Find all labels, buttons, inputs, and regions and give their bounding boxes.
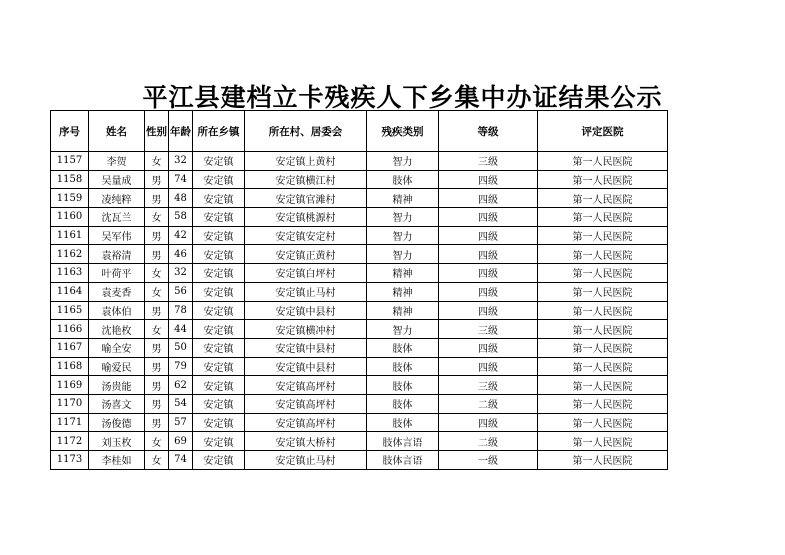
table-row <box>51 394 668 413</box>
cell-grade: 四级 <box>439 226 538 245</box>
cell-index: 1163 <box>51 264 89 283</box>
cell-name: 喻爱民 <box>89 357 145 376</box>
cell-township: 安定镇 <box>193 376 245 395</box>
cell-grade: 二级 <box>439 432 538 451</box>
cell-gender: 男 <box>145 170 169 189</box>
cell-index: 1161 <box>51 226 89 245</box>
table-row <box>51 413 668 432</box>
cell-age: 44 <box>169 320 193 339</box>
table-row <box>51 170 668 189</box>
cell-gender: 女 <box>145 208 169 227</box>
cell-age: 48 <box>169 189 193 208</box>
cell-grade: 四级 <box>439 264 538 283</box>
cell-index: 1168 <box>51 357 89 376</box>
cell-disability-type: 肢体 <box>367 357 439 376</box>
table-row <box>51 376 668 395</box>
col-header-hospital: 评定医院 <box>538 111 668 152</box>
table-row <box>51 189 668 208</box>
cell-index: 1165 <box>51 301 89 320</box>
cell-grade: 三级 <box>439 152 538 171</box>
cell-grade: 四级 <box>439 170 538 189</box>
col-header-age: 年龄 <box>169 111 193 152</box>
cell-name: 叶荷平 <box>89 264 145 283</box>
cell-hospital: 第一人民医院 <box>538 376 668 395</box>
col-header-disability-type: 残疾类别 <box>367 111 439 152</box>
table-row <box>51 320 668 339</box>
cell-township: 安定镇 <box>193 226 245 245</box>
cell-hospital: 第一人民医院 <box>538 413 668 432</box>
cell-index: 1157 <box>51 152 89 171</box>
cell-hospital: 第一人民医院 <box>538 152 668 171</box>
cell-gender: 男 <box>145 394 169 413</box>
page-title: 平江县建档立卡残疾人下乡集中办证结果公示 <box>142 83 663 112</box>
cell-township: 安定镇 <box>193 264 245 283</box>
table-row <box>51 357 668 376</box>
cell-hospital: 第一人民医院 <box>538 394 668 413</box>
cell-age: 50 <box>169 338 193 357</box>
cell-name: 沈瓦兰 <box>89 208 145 227</box>
cell-disability-type: 精神 <box>367 189 439 208</box>
cell-name: 李贺 <box>89 152 145 171</box>
cell-index: 1160 <box>51 208 89 227</box>
col-header-township: 所在乡镇 <box>193 111 245 152</box>
cell-name: 吴军伟 <box>89 226 145 245</box>
cell-village: 安定镇大桥村 <box>245 432 367 451</box>
cell-village: 安定镇高坪村 <box>245 376 367 395</box>
table-row <box>51 338 668 357</box>
cell-hospital: 第一人民医院 <box>538 357 668 376</box>
cell-index: 1170 <box>51 394 89 413</box>
cell-village: 安定镇高坪村 <box>245 394 367 413</box>
table-row <box>51 301 668 320</box>
cell-hospital: 第一人民医院 <box>538 170 668 189</box>
cell-township: 安定镇 <box>193 357 245 376</box>
cell-hospital: 第一人民医院 <box>538 208 668 227</box>
results-table <box>50 110 668 470</box>
table-row <box>51 451 668 470</box>
cell-village: 安定镇上黄村 <box>245 152 367 171</box>
cell-gender: 女 <box>145 432 169 451</box>
cell-index: 1164 <box>51 282 89 301</box>
table-row <box>51 226 668 245</box>
cell-township: 安定镇 <box>193 189 245 208</box>
cell-name: 汤喜文 <box>89 394 145 413</box>
cell-index: 1167 <box>51 338 89 357</box>
cell-gender: 女 <box>145 264 169 283</box>
cell-village: 安定镇官滩村 <box>245 189 367 208</box>
cell-grade: 二级 <box>439 394 538 413</box>
table-row <box>51 245 668 264</box>
cell-township: 安定镇 <box>193 320 245 339</box>
cell-gender: 男 <box>145 226 169 245</box>
cell-gender: 女 <box>145 451 169 470</box>
cell-name: 汤俊德 <box>89 413 145 432</box>
cell-disability-type: 肢体 <box>367 376 439 395</box>
cell-index: 1171 <box>51 413 89 432</box>
cell-village: 安定镇横冲村 <box>245 320 367 339</box>
cell-gender: 女 <box>145 152 169 171</box>
cell-grade: 四级 <box>439 245 538 264</box>
cell-age: 74 <box>169 170 193 189</box>
cell-village: 安定镇中县村 <box>245 301 367 320</box>
cell-index: 1166 <box>51 320 89 339</box>
cell-village: 安定镇正黄村 <box>245 245 367 264</box>
table-header-row <box>51 111 668 152</box>
cell-name: 喻全安 <box>89 338 145 357</box>
cell-disability-type: 肢体 <box>367 338 439 357</box>
table-row <box>51 264 668 283</box>
cell-gender: 男 <box>145 338 169 357</box>
cell-township: 安定镇 <box>193 152 245 171</box>
cell-disability-type: 智力 <box>367 320 439 339</box>
cell-township: 安定镇 <box>193 432 245 451</box>
cell-disability-type: 肢体言语 <box>367 432 439 451</box>
cell-village: 安定镇白坪村 <box>245 264 367 283</box>
cell-grade: 四级 <box>439 208 538 227</box>
cell-name: 袁体伯 <box>89 301 145 320</box>
cell-disability-type: 智力 <box>367 152 439 171</box>
cell-name: 袁麦香 <box>89 282 145 301</box>
cell-gender: 女 <box>145 282 169 301</box>
cell-hospital: 第一人民医院 <box>538 320 668 339</box>
cell-gender: 男 <box>145 189 169 208</box>
cell-township: 安定镇 <box>193 170 245 189</box>
cell-age: 46 <box>169 245 193 264</box>
table-row <box>51 432 668 451</box>
cell-grade: 四级 <box>439 338 538 357</box>
cell-gender: 男 <box>145 413 169 432</box>
cell-age: 69 <box>169 432 193 451</box>
cell-hospital: 第一人民医院 <box>538 451 668 470</box>
cell-village: 安定镇中县村 <box>245 357 367 376</box>
cell-village: 安定镇桃源村 <box>245 208 367 227</box>
cell-disability-type: 精神 <box>367 264 439 283</box>
cell-disability-type: 智力 <box>367 226 439 245</box>
cell-age: 74 <box>169 451 193 470</box>
cell-name: 凌纯粹 <box>89 189 145 208</box>
col-header-village: 所在村、居委会 <box>245 111 367 152</box>
cell-village: 安定镇止马村 <box>245 282 367 301</box>
cell-township: 安定镇 <box>193 451 245 470</box>
cell-grade: 四级 <box>439 413 538 432</box>
cell-gender: 男 <box>145 301 169 320</box>
cell-hospital: 第一人民医院 <box>538 282 668 301</box>
cell-village: 安定镇中县村 <box>245 338 367 357</box>
cell-township: 安定镇 <box>193 394 245 413</box>
cell-village: 安定镇横江村 <box>245 170 367 189</box>
cell-gender: 男 <box>145 376 169 395</box>
cell-hospital: 第一人民医院 <box>538 264 668 283</box>
cell-age: 78 <box>169 301 193 320</box>
cell-grade: 一级 <box>439 451 538 470</box>
cell-age: 57 <box>169 413 193 432</box>
cell-village: 安定镇高坪村 <box>245 413 367 432</box>
cell-disability-type: 智力 <box>367 208 439 227</box>
cell-township: 安定镇 <box>193 282 245 301</box>
cell-index: 1173 <box>51 451 89 470</box>
cell-disability-type: 智力 <box>367 245 439 264</box>
cell-hospital: 第一人民医院 <box>538 338 668 357</box>
col-header-index: 序号 <box>51 111 89 152</box>
cell-gender: 女 <box>145 320 169 339</box>
cell-township: 安定镇 <box>193 245 245 264</box>
cell-age: 62 <box>169 376 193 395</box>
cell-name: 沈艳枚 <box>89 320 145 339</box>
table-row <box>51 208 668 227</box>
cell-hospital: 第一人民医院 <box>538 432 668 451</box>
col-header-grade: 等级 <box>439 111 538 152</box>
cell-grade: 四级 <box>439 282 538 301</box>
cell-grade: 四级 <box>439 301 538 320</box>
cell-grade: 三级 <box>439 376 538 395</box>
cell-disability-type: 精神 <box>367 282 439 301</box>
cell-age: 42 <box>169 226 193 245</box>
cell-name: 刘玉枚 <box>89 432 145 451</box>
cell-age: 58 <box>169 208 193 227</box>
cell-gender: 男 <box>145 357 169 376</box>
col-header-name: 姓名 <box>89 111 145 152</box>
cell-gender: 男 <box>145 245 169 264</box>
cell-disability-type: 肢体 <box>367 413 439 432</box>
cell-index: 1162 <box>51 245 89 264</box>
cell-disability-type: 肢体 <box>367 394 439 413</box>
cell-name: 汤贵能 <box>89 376 145 395</box>
cell-township: 安定镇 <box>193 301 245 320</box>
cell-disability-type: 肢体言语 <box>367 451 439 470</box>
col-header-gender: 性别 <box>145 111 169 152</box>
cell-village: 安定镇止马村 <box>245 451 367 470</box>
cell-hospital: 第一人民医院 <box>538 245 668 264</box>
cell-index: 1158 <box>51 170 89 189</box>
cell-index: 1169 <box>51 376 89 395</box>
cell-village: 安定镇安定村 <box>245 226 367 245</box>
cell-age: 79 <box>169 357 193 376</box>
cell-name: 吴量成 <box>89 170 145 189</box>
cell-township: 安定镇 <box>193 413 245 432</box>
cell-age: 32 <box>169 152 193 171</box>
cell-grade: 三级 <box>439 320 538 339</box>
cell-disability-type: 肢体 <box>367 170 439 189</box>
table-body <box>51 152 668 470</box>
cell-age: 56 <box>169 282 193 301</box>
table-row <box>51 152 668 171</box>
cell-age: 32 <box>169 264 193 283</box>
cell-grade: 四级 <box>439 357 538 376</box>
cell-hospital: 第一人民医院 <box>538 189 668 208</box>
table-row <box>51 282 668 301</box>
cell-hospital: 第一人民医院 <box>538 301 668 320</box>
cell-township: 安定镇 <box>193 208 245 227</box>
cell-name: 袁裕清 <box>89 245 145 264</box>
cell-index: 1172 <box>51 432 89 451</box>
cell-hospital: 第一人民医院 <box>538 226 668 245</box>
cell-grade: 四级 <box>439 189 538 208</box>
cell-age: 54 <box>169 394 193 413</box>
cell-township: 安定镇 <box>193 338 245 357</box>
cell-index: 1159 <box>51 189 89 208</box>
cell-disability-type: 精神 <box>367 301 439 320</box>
cell-name: 李桂如 <box>89 451 145 470</box>
